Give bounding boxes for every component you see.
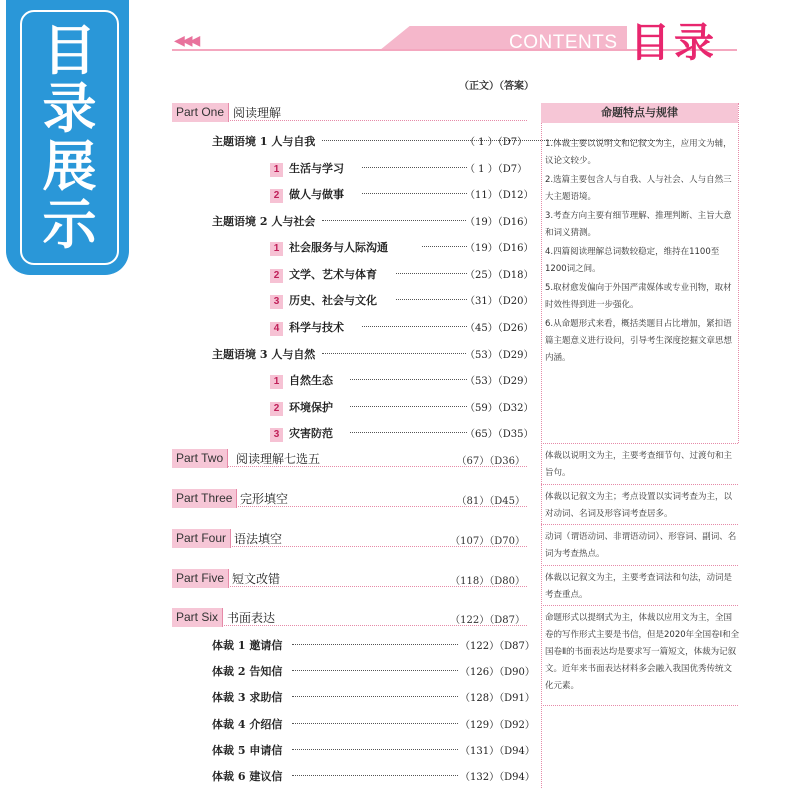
- side-banner-text: [20, 10, 119, 265]
- toc-label: 体裁 1 邀请信: [212, 639, 283, 652]
- part-six-heading: [172, 608, 527, 628]
- notes-error-correction: 体裁以记叙文为主，主要考查词法和句法，动词是考查重点。: [545, 573, 733, 600]
- notes-title: 命题特点与规律: [541, 103, 738, 123]
- toc-label: 历史、社会与文化: [289, 294, 377, 307]
- part-page: （107）（D70）: [450, 536, 525, 547]
- page-title: 目录: [630, 20, 718, 66]
- note-item: 6.从命题形式来看，概括类题目占比增加，紧扣语篇主题意义进行设问，引导考生深度挖掘文章思想内涵。: [545, 319, 733, 363]
- leader-dots: [350, 379, 467, 380]
- toc-page: （122）（D87）: [460, 641, 535, 652]
- leader-dots: [350, 406, 467, 407]
- toc-label: 主题语境 2 人与社会: [212, 215, 316, 228]
- notes-separator: [541, 443, 738, 444]
- part-name: 书面表达: [227, 611, 276, 625]
- toc-page: （25）（D18）: [465, 270, 534, 281]
- toc-label: 主题语境 3 人与自然: [212, 348, 316, 361]
- topic-number-badge: 3: [270, 295, 283, 309]
- notes-writing: 命题形式以提纲式为主，体裁以应用文为主，全国卷的写作形式主要是书信，但是2020年全国卷Ⅰ和全国卷Ⅱ的书面表达均是要求写一篇短文，体裁为记叙文。近年来书面表达材料多会融入我国优秀传统文化元素。: [545, 613, 740, 691]
- notes-separator: [541, 705, 738, 706]
- part-name: 阅读理解: [233, 106, 282, 120]
- leader-dots: [292, 644, 458, 645]
- toc-label: 主题语境 1 人与自我: [212, 135, 316, 148]
- header-arrows-icon: ◀◀◀: [174, 33, 198, 49]
- topic-number-badge: 4: [270, 322, 283, 336]
- topic-number-badge: 2: [270, 402, 283, 416]
- toc-page: （131）（D94）: [460, 746, 535, 757]
- topic-number-badge: 1: [270, 242, 283, 256]
- toc-page: （53）（D29）: [465, 350, 534, 361]
- toc-label: 灾害防范: [289, 427, 333, 440]
- toc-label: 环境保护: [289, 401, 333, 414]
- toc-page: （19）（D16）: [465, 243, 534, 254]
- toc-page: （ 1 ）（D7）: [465, 164, 528, 175]
- toc-label: 社会服务与人际沟通: [289, 241, 388, 254]
- part-tag: Part Two: [172, 449, 228, 468]
- toc-label: 体裁 4 介绍信: [212, 718, 283, 731]
- toc-label: 做人与做事: [289, 188, 344, 201]
- toc-page: （126）（D90）: [460, 667, 535, 678]
- toc-label: 科学与技术: [289, 321, 344, 334]
- toc-label: 文学、艺术与体育: [289, 268, 377, 281]
- toc-label: 体裁 6 建议信: [212, 770, 283, 783]
- leader-dots: [322, 353, 466, 354]
- topic-number-badge: 3: [270, 428, 283, 442]
- toc-topic-row: [270, 425, 790, 443]
- note-item: 3.考查方向主要有细节理解、推理判断、主旨大意和词义猜测。: [545, 211, 732, 238]
- note-item: 2.选篇主要包含人与自我、人与社会、人与自然三大主题语境。: [545, 175, 732, 202]
- banner-char: 展: [42, 134, 97, 198]
- part-four-heading: [172, 529, 527, 549]
- toc-page: （45）（D26）: [465, 323, 534, 334]
- toc-topic-row: [270, 399, 790, 417]
- notes-grammar-fill: 动词（谓语动词、非谓语动词）、形容词、副词、名词为考查热点。: [545, 532, 737, 559]
- toc-page: （53）（D29）: [465, 376, 534, 387]
- leader-dots: [292, 749, 458, 750]
- part-name: 完形填空: [240, 492, 289, 506]
- toc-page: （31）（D20）: [465, 296, 534, 307]
- leader-dots: [350, 432, 467, 433]
- toc-page: （19）（D16）: [465, 217, 534, 228]
- part-name: 短文改错: [232, 572, 281, 586]
- part-name: 阅读理解七选五: [236, 452, 321, 466]
- leader-dots: [362, 326, 467, 327]
- part-tag: Part Four: [172, 529, 231, 548]
- leader-dots: [396, 273, 467, 274]
- part-tag: Part Three: [172, 489, 237, 508]
- notes-separator: [541, 565, 738, 566]
- notes-left-border: [541, 123, 542, 788]
- note-item: 1.体裁主要以说明文和记叙文为主，应用文为辅，议论文较少。: [545, 139, 732, 166]
- topic-number-badge: 1: [270, 163, 283, 177]
- part-name: 语法填空: [234, 532, 283, 546]
- part-page: （118）（D80）: [450, 576, 525, 587]
- header-contents-label: CONTENTS: [509, 32, 618, 53]
- leader-dots: [362, 193, 467, 194]
- toc-page: （11）（D12）: [465, 190, 534, 201]
- notes-reading: [545, 136, 740, 367]
- side-banner: [6, 0, 129, 275]
- note-item: 5.取材愈发偏向于外国严肃媒体或专业刊物，取材时效性得到进一步强化。: [545, 283, 732, 310]
- leader-dots: [322, 220, 466, 221]
- toc-label: 体裁 2 告知信: [212, 665, 283, 678]
- toc-page: （128）（D91）: [460, 693, 535, 704]
- toc-genre-row: [212, 768, 732, 786]
- notes-separator: [541, 524, 738, 525]
- part-two-heading: [172, 449, 527, 469]
- part-page: （122）（D87）: [450, 615, 525, 626]
- banner-char: 示: [42, 192, 97, 256]
- leader-dots: [292, 775, 458, 776]
- leader-dots: [292, 696, 458, 697]
- part-page: （81）（D45）: [456, 496, 525, 507]
- part-tag: Part Six: [172, 608, 223, 627]
- leader-dots: [292, 670, 458, 671]
- notes-separator: [541, 484, 738, 485]
- toc-page: （132）（D94）: [460, 772, 535, 783]
- toc-page: （ 1 ）（D7）: [465, 137, 528, 148]
- note-item: 4.四篇阅读理解总词数较稳定，维持在1100至1200词之间。: [545, 247, 720, 274]
- topic-number-badge: 1: [270, 375, 283, 389]
- toc-genre-row: [212, 742, 732, 760]
- toc-page: （59）（D32）: [465, 403, 534, 414]
- topic-number-badge: 2: [270, 189, 283, 203]
- part-page: （67）（D36）: [456, 456, 525, 467]
- toc-topic-row: [270, 372, 790, 390]
- toc-label: 自然生态: [289, 374, 333, 387]
- leader-dots: [292, 723, 458, 724]
- topic-number-badge: 2: [270, 269, 283, 283]
- column-header: （正文）（答案）: [459, 81, 534, 92]
- toc-label: 生活与学习: [289, 162, 344, 175]
- banner-char: 录: [42, 76, 97, 140]
- toc-label: 体裁 5 申请信: [212, 744, 283, 757]
- toc-page: （129）（D92）: [460, 720, 535, 731]
- toc-page: （65）（D35）: [465, 429, 534, 440]
- part-tag: Part One: [172, 103, 229, 122]
- notes-seven-choose-five: 体裁以说明文为主，主要考查细节句、过渡句和主旨句。: [545, 451, 733, 478]
- leader-dots: [396, 299, 467, 300]
- part-tag: Part Five: [172, 569, 229, 588]
- part-one-heading: [172, 103, 527, 123]
- part-five-heading: [172, 569, 527, 589]
- leader-dots: [362, 167, 467, 168]
- toc-label: 体裁 3 求助信: [212, 691, 283, 704]
- notes-cloze: 体裁以记叙文为主；考点设置以实词考查为主，以对动词、名词及形容词考查居多。: [545, 492, 733, 519]
- toc-genre-row: [212, 716, 732, 734]
- leader-dots: [422, 246, 467, 247]
- banner-char: 目: [42, 18, 97, 82]
- part-three-heading: [172, 489, 527, 509]
- notes-separator: [541, 605, 738, 606]
